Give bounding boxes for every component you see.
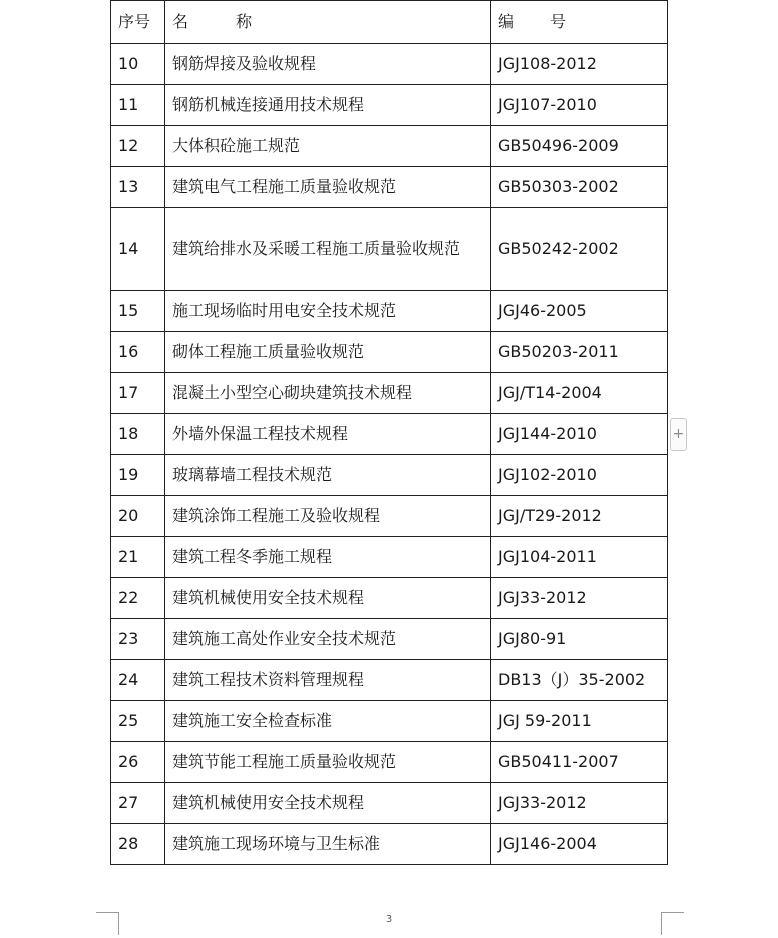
row-no[interactable]: 26 xyxy=(111,742,165,783)
row-code[interactable]: JGJ144-2010 xyxy=(491,414,668,455)
row-no[interactable]: 15 xyxy=(111,291,165,332)
row-name[interactable]: 建筑工程技术资料管理规程 xyxy=(165,660,491,701)
row-code[interactable]: GB50303-2002 xyxy=(491,167,668,208)
row-name[interactable]: 建筑施工现场环境与卫生标准 xyxy=(165,824,491,865)
page-number: 3 xyxy=(385,914,393,925)
row-code[interactable]: JGJ102-2010 xyxy=(491,455,668,496)
row-no[interactable]: 19 xyxy=(111,455,165,496)
row-no[interactable]: 18 xyxy=(111,414,165,455)
row-name[interactable]: 建筑涂饰工程施工及验收规程 xyxy=(165,496,491,537)
row-name[interactable]: 砌体工程施工质量验收规范 xyxy=(165,332,491,373)
table-row xyxy=(111,44,668,85)
row-name[interactable]: 建筑电气工程施工质量验收规范 xyxy=(165,167,491,208)
row-no[interactable]: 20 xyxy=(111,496,165,537)
row-code[interactable]: GB50203-2011 xyxy=(491,332,668,373)
row-code[interactable]: GB50411-2007 xyxy=(491,742,668,783)
table-row xyxy=(111,701,668,742)
row-no[interactable]: 13 xyxy=(111,167,165,208)
header-code[interactable] xyxy=(491,1,668,44)
row-no[interactable]: 16 xyxy=(111,332,165,373)
table-header-row xyxy=(111,1,668,44)
add-row-button[interactable]: + xyxy=(670,418,687,451)
header-no[interactable]: 序号 xyxy=(111,1,165,44)
table-row xyxy=(111,167,668,208)
row-code[interactable]: GB50242-2002 xyxy=(491,208,668,291)
row-no[interactable]: 22 xyxy=(111,578,165,619)
header-code-part1: 编 xyxy=(498,12,515,31)
table-row xyxy=(111,373,668,414)
row-name[interactable]: 建筑给排水及采暖工程施工质量验收规范 xyxy=(165,208,491,291)
row-code[interactable]: JGJ80-91 xyxy=(491,619,668,660)
table-row xyxy=(111,660,668,701)
table-row xyxy=(111,455,668,496)
row-no[interactable]: 25 xyxy=(111,701,165,742)
row-name[interactable]: 建筑机械使用安全技术规程 xyxy=(165,578,491,619)
table-row xyxy=(111,291,668,332)
row-no[interactable]: 28 xyxy=(111,824,165,865)
row-name[interactable]: 混凝土小型空心砌块建筑技术规程 xyxy=(165,373,491,414)
row-no[interactable]: 27 xyxy=(111,783,165,824)
row-name[interactable]: 建筑工程冬季施工规程 xyxy=(165,537,491,578)
header-name-part1: 名 xyxy=(172,12,189,31)
row-no[interactable]: 12 xyxy=(111,126,165,167)
table-row xyxy=(111,783,668,824)
row-code[interactable]: JGJ107-2010 xyxy=(491,85,668,126)
row-code[interactable]: JGJ 59-2011 xyxy=(491,701,668,742)
row-code[interactable]: JGJ104-2011 xyxy=(491,537,668,578)
row-code[interactable]: JGJ/T14-2004 xyxy=(491,373,668,414)
page-corner-mark-left xyxy=(96,912,119,935)
row-name[interactable]: 钢筋机械连接通用技术规程 xyxy=(165,85,491,126)
row-code[interactable]: JGJ/T29-2012 xyxy=(491,496,668,537)
row-name[interactable]: 建筑施工安全检查标准 xyxy=(165,701,491,742)
table-row xyxy=(111,537,668,578)
row-code[interactable]: DB13（J）35-2002 xyxy=(491,660,668,701)
table-row xyxy=(111,742,668,783)
row-no[interactable]: 24 xyxy=(111,660,165,701)
page-corner-mark-right xyxy=(661,912,684,935)
row-name[interactable]: 建筑机械使用安全技术规程 xyxy=(165,783,491,824)
table-row xyxy=(111,85,668,126)
row-code[interactable]: JGJ33-2012 xyxy=(491,578,668,619)
row-no[interactable]: 14 xyxy=(111,208,165,291)
row-name[interactable]: 外墙外保温工程技术规程 xyxy=(165,414,491,455)
row-code[interactable]: JGJ46-2005 xyxy=(491,291,668,332)
table-row xyxy=(111,208,668,291)
row-name[interactable]: 建筑施工高处作业安全技术规范 xyxy=(165,619,491,660)
table-row xyxy=(111,619,668,660)
table-row xyxy=(111,824,668,865)
row-no[interactable]: 17 xyxy=(111,373,165,414)
row-code[interactable]: JGJ108-2012 xyxy=(491,44,668,85)
table-row xyxy=(111,126,668,167)
table-row xyxy=(111,496,668,537)
row-no[interactable]: 21 xyxy=(111,537,165,578)
standards-table xyxy=(110,0,668,865)
header-name-part2: 称 xyxy=(236,12,253,31)
row-name[interactable]: 玻璃幕墙工程技术规范 xyxy=(165,455,491,496)
row-code[interactable]: JGJ146-2004 xyxy=(491,824,668,865)
row-no[interactable]: 23 xyxy=(111,619,165,660)
table-row xyxy=(111,578,668,619)
table-row xyxy=(111,414,668,455)
row-name[interactable]: 建筑节能工程施工质量验收规范 xyxy=(165,742,491,783)
row-name[interactable]: 钢筋焊接及验收规程 xyxy=(165,44,491,85)
header-name[interactable] xyxy=(165,1,491,44)
header-code-part2: 号 xyxy=(550,12,567,31)
row-no[interactable]: 11 xyxy=(111,85,165,126)
row-name[interactable]: 大体积砼施工规范 xyxy=(165,126,491,167)
row-no[interactable]: 10 xyxy=(111,44,165,85)
row-code[interactable]: JGJ33-2012 xyxy=(491,783,668,824)
row-code[interactable]: GB50496-2009 xyxy=(491,126,668,167)
row-name[interactable]: 施工现场临时用电安全技术规范 xyxy=(165,291,491,332)
table-row xyxy=(111,332,668,373)
